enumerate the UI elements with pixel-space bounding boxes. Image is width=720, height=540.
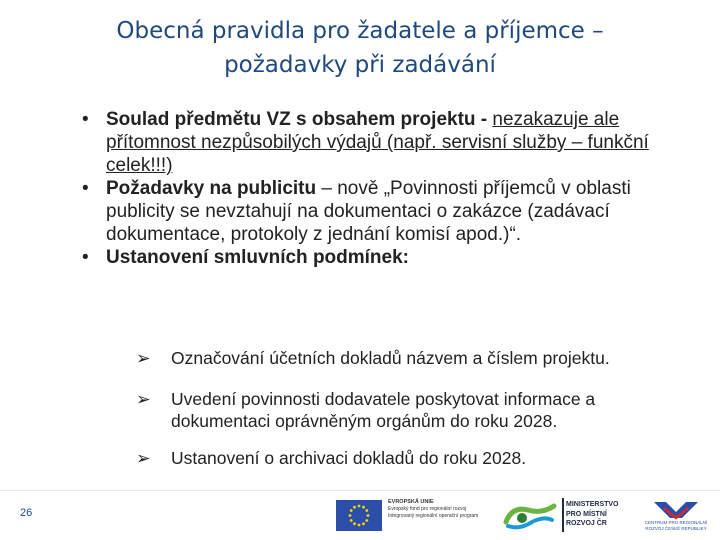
ministry-line: ROZVOJ ČR bbox=[566, 520, 607, 527]
bullet-item bbox=[82, 108, 692, 177]
bullet-underlined-text: nezakazuje ale přítomnost nezpůsobilých výdajů (např. servisní služby – funkční celek!!!) bbox=[106, 109, 649, 176]
sub-item bbox=[136, 388, 696, 432]
crr-emblem-icon bbox=[636, 498, 716, 520]
bullet-list bbox=[82, 108, 692, 269]
sub-item-text: Označování účetních dokladů názvem a číslem projektu. bbox=[171, 348, 610, 368]
crr-logo bbox=[636, 498, 716, 534]
arrow-bullet-icon: ➢ bbox=[136, 389, 151, 409]
slide-title bbox=[40, 14, 680, 82]
footer-divider bbox=[0, 490, 720, 491]
sub-item bbox=[136, 447, 696, 469]
crr-text: CENTRUM PRO REGIONÁLNÍ ROZVOJ ČESKÉ REPUBLIKY bbox=[644, 520, 708, 531]
arrow-bullet-icon: ➢ bbox=[136, 448, 151, 468]
page-number: 26 bbox=[20, 507, 33, 519]
ministry-bar-icon bbox=[562, 498, 565, 532]
bullet-bold-text: Ustanovení smluvních podmínek: bbox=[106, 247, 409, 268]
title-line-1: Obecná pravidla pro žadatele a příjemce – bbox=[116, 18, 604, 44]
eu-fund-name: Evropský fond pro regionální rozvoj bbox=[388, 506, 467, 512]
bullet-icon: • bbox=[82, 247, 89, 268]
bullet-bold-text: Soulad předmětu VZ s obsahem projektu - bbox=[106, 109, 488, 130]
sub-item-text: Uvedení povinnosti dodavatele poskytovat informace a dokumentaci oprávněným orgánům do roku 2028. bbox=[171, 389, 596, 431]
eu-program-name: Integrovaný regionální operační program bbox=[388, 513, 479, 519]
eu-program-text bbox=[388, 499, 496, 520]
bullet-text: – nově „Povinnosti příjemců v oblasti publicity se nevztahují na dokumentaci o zakázce (zadávací dokumentace, protokoly z jednání komisí apod.)“. bbox=[106, 178, 631, 245]
bullet-icon: • bbox=[82, 178, 89, 199]
ministry-line: MINISTERSTVO bbox=[566, 501, 619, 508]
bullet-item bbox=[82, 177, 692, 246]
sub-item-text: Ustanovení o archivaci dokladů do roku 2028. bbox=[171, 448, 527, 468]
irop-logo-icon bbox=[502, 500, 558, 532]
arrow-bullet-icon: ➢ bbox=[136, 348, 151, 368]
title-line-2: požadavky při zadávání bbox=[224, 52, 496, 78]
ministry-name bbox=[566, 500, 636, 529]
bullet-icon: • bbox=[82, 109, 89, 130]
bullet-item bbox=[82, 246, 692, 269]
bullet-bold-text: Požadavky na publicitu bbox=[106, 178, 317, 199]
eu-heading: EVROPSKÁ UNIE bbox=[388, 499, 434, 505]
ministry-line: PRO MÍSTNÍ bbox=[566, 510, 607, 518]
sub-item bbox=[136, 347, 696, 369]
footer-logos bbox=[336, 496, 716, 536]
eu-flag-icon bbox=[336, 500, 382, 531]
